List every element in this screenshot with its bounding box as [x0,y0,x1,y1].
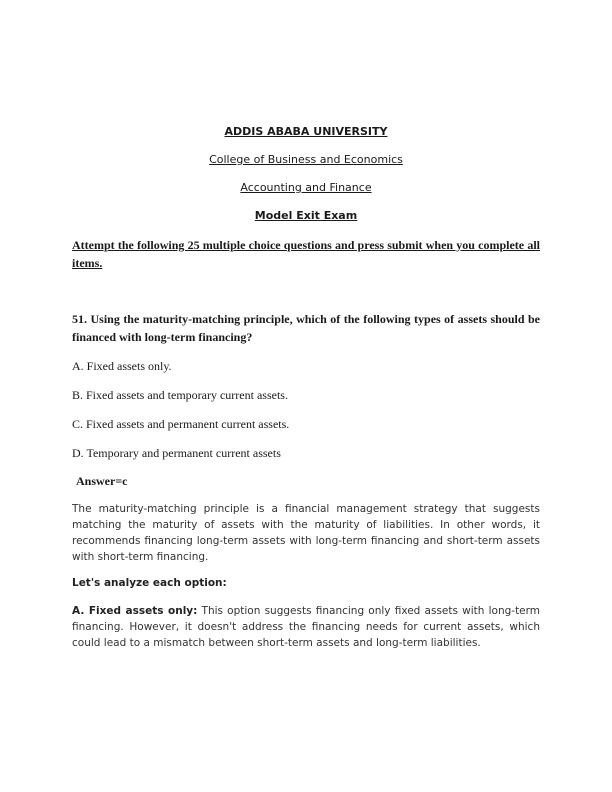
explanation-option-a-text: This option suggests financing only fixed assets with long-term financing. However, it doesn't address the financing needs for current assets, which could lead to a mismatch between short-term assets and long-term liabilities. [72,605,541,649]
university-heading: ADDIS ABABA UNIVERSITY [224,125,388,138]
option-b: B. Fixed assets and temporary current assets. [72,388,288,402]
explanation-intro: The maturity-matching principle is a financial management strategy that suggests matching the maturity of assets with the maturity of liabilities. In other words, it recommends financing long-term assets with long-term financing and short-term assets with short-term financing. [72,503,540,563]
instructions: Attempt the following 25 multiple choice questions and press submit when you complete all items. [72,238,540,270]
analyze-heading: Let's analyze each option: [72,577,227,589]
option-d: D. Temporary and permanent current assets [72,446,281,460]
college-heading: College of Business and Economics [209,153,403,166]
option-a: A. Fixed assets only. [72,359,172,373]
question-text: 51. Using the maturity-matching principle, which of the following types of assets should be financed with long-term financing? [72,312,540,344]
option-c: C. Fixed assets and permanent current assets. [72,417,290,431]
exam-title: Model Exit Exam [254,209,358,222]
answer: Answer=c [76,474,128,488]
department-heading: Accounting and Finance [240,181,372,194]
explanation-option-a [72,603,540,651]
explanation-option-a-label: A. Fixed assets only: [72,605,198,617]
